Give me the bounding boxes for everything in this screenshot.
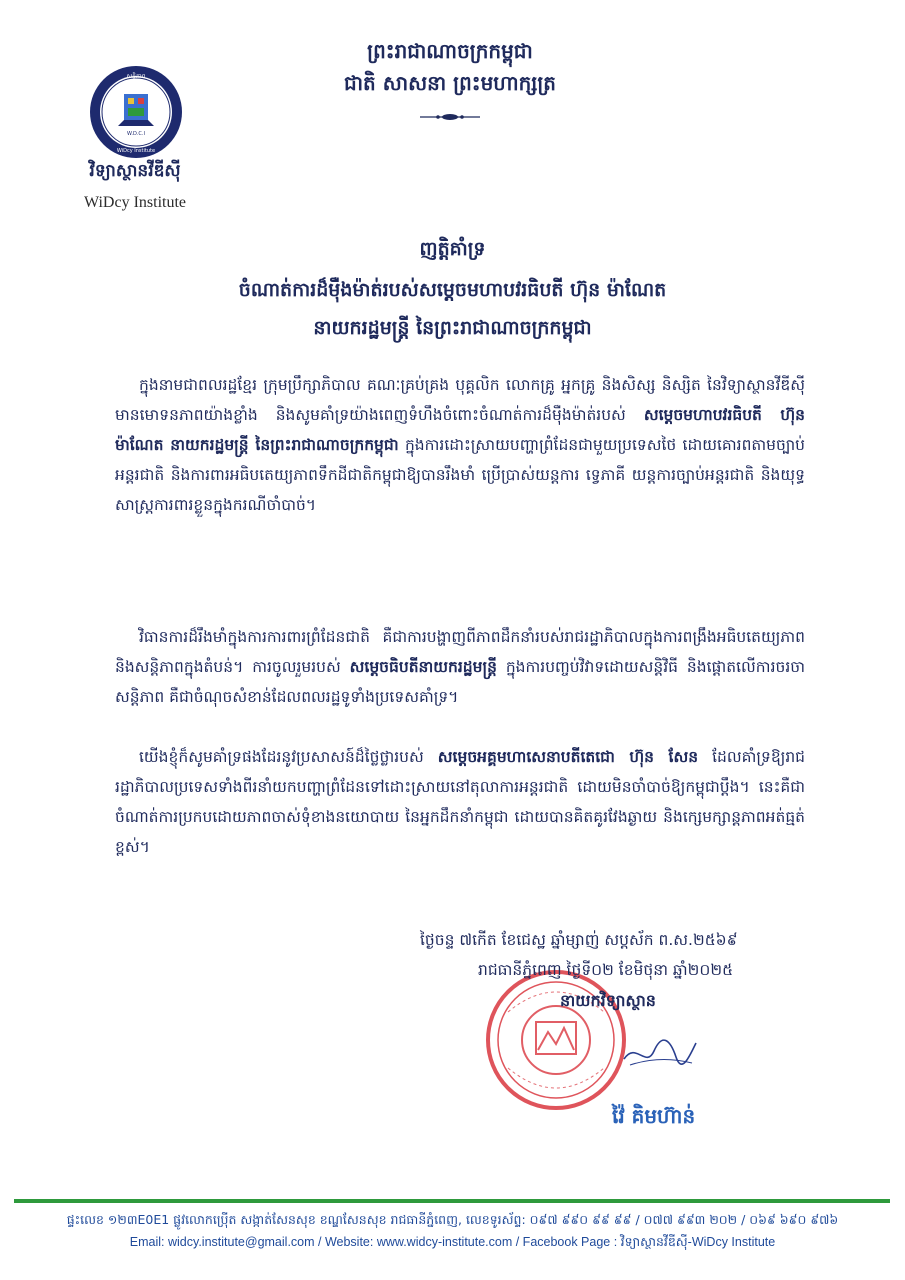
paragraph-1-bold: សម្តេចមហាបវរធិបតី ហ៊ុន ម៉ាណែត នាយករដ្ឋមន្ត្រី នៃព្រះរាជាណាចក្រកម្ពុជា: [115, 406, 805, 454]
date-solar: រាជធានីភ្នំពេញ ថ្ងៃទី០២ ខែមិថុនា ឆ្នាំ២០២៥: [478, 961, 734, 979]
institute-name-en: WiDcy Institute: [84, 194, 186, 211]
footer-contact: Email: widcy.institute@gmail.com / Website: www.widcy-institute.com / Facebook Page : វិទ្យាស្ថានវីឌីស៊ី-WiDcy Institute: [129, 1235, 776, 1249]
signer-title: នាយកវិទ្យាស្ថាន: [560, 991, 656, 1010]
logo-text-top: សន្តិភាព: [126, 73, 146, 80]
document-title-line3: នាយករដ្ឋមន្ត្រី នៃព្រះរាជាណាចក្រកម្ពុជា: [313, 317, 592, 339]
paragraph-3-bold: សម្តេចអគ្គមហាសេនាបតីតេជោ ហ៊ុន សែន: [437, 748, 699, 766]
institute-name-km: វិទ្យាស្ថានវីឌីស៊ី: [89, 161, 181, 181]
footer-rule: [14, 1199, 890, 1203]
ornament-divider-icon: [420, 112, 480, 122]
logo-abbrev: W.D.C.I: [127, 131, 145, 137]
paragraph-1: [115, 370, 805, 520]
date-lunar: ថ្ងៃចន្ទ ៧កើត ខែជេស្ឋ ឆ្នាំម្សាញ់ សប្តស័ក ព.ស.២៥៦៩: [420, 931, 738, 949]
kingdom-motto: ជាតិ សាសនា ព្រះមហាក្សត្រ: [344, 71, 556, 95]
paragraph-2-text-c: ក្នុងការបញ្ចប់វិវាទដោយសន្តិវិធី និងផ្តោតលើការចរចាសន្តិភាព គឺជាចំណុចសំខាន់ដែលពលរដ្ឋទូទាំងប្រទេសគាំទ្រ។: [115, 658, 805, 706]
paragraph-3-text-a: យើងខ្ញុំក៏សូមគាំទ្រផងដែរនូវប្រសាសន៍ដ៏ថ្លៃថ្លារបស់: [139, 748, 438, 766]
signer-name: វ៉ៃ គិមហ៊ាន់: [612, 1104, 696, 1128]
kingdom-title: ព្រះរាជាណាចក្រកម្ពុជា: [367, 39, 533, 63]
paragraph-1-text-c: ក្នុងការដោះស្រាយបញ្ហាព្រំដែនជាមួយប្រទេសថៃ ដោយគោរពតាមច្បាប់អន្តរជាតិ និងការពារអធិបតេយ្យភាពទឹកដីជាតិកម្ពុជាឱ្យបានរឹងមាំ ប្រើប្រាស់យន្តការ ទ្វេភាគី យន្តការច្បាប់អន្តរជាតិ និងយុទ្ធសាស្ត្រការពារខ្លួនក្នុងករណីចាំបាច់។: [115, 436, 805, 514]
paragraph-1-text-a: ក្នុងនាមជាពលរដ្ឋខ្មែរ ក្រុមប្រឹក្សាភិបាល គណៈគ្រប់គ្រង បុគ្គលិក លោកគ្រូ អ្នកគ្រូ និងសិស្ស និស្សិត នៃវិទ្យាស្ថានវីឌីស៊ី មានមោទនភាពយ៉ាងខ្លាំង និងសូមគាំទ្រយ៉ាងពេញទំហឹងចំពោះចំណាត់ការដ៏ម៉ឺងម៉ាត់របស់: [115, 376, 805, 424]
paragraph-2: [115, 622, 805, 712]
paragraph-3: [115, 742, 805, 862]
institute-logo: [88, 64, 184, 160]
document-type-heading: ញត្តិគាំទ្រ: [419, 238, 486, 260]
footer-address: ផ្ទះលេខ ១២៣E0E1 ផ្លូវលោកប៉្រើត សង្កាត់សែនសុខ ខណ្ឌសែនសុខ រាជធានីភ្នំពេញ, លេខទូរស័ព្ទ: ០៩៧ ៩៩០ ៩៩ ៩៩ / ០៧៧ ៩៩៣ ២០២ / ០៦៩ ៦៩០ ៩៧៦: [66, 1212, 839, 1227]
paragraph-3-text-c: ដែលគាំទ្រឱ្យរាជរដ្ឋាភិបាលប្រទេសទាំងពីរនាំយកបញ្ហាព្រំដែនទៅដោះស្រាយនៅតុលាការអន្តរជាតិ ដោយមិនចាំបាច់ឱ្យកម្ពុជាប្តឹង។ នេះគឺជាចំណាត់ការប្រកបដោយភាពចាស់ទុំខាងនយោបាយ នៃអ្នកដឹកនាំកម្ពុជា ដោយបានគិតគូរវែងឆ្ងាយ និងក្សេមក្សាន្តភាពអត់ធ្មត់ខ្ពស់។: [115, 748, 806, 856]
logo-text-bottom: WiDcy Institute: [116, 148, 156, 154]
paragraph-2-bold: សម្តេចធិបតីនាយករដ្ឋមន្ត្រី: [349, 658, 497, 676]
signature-icon: [620, 1025, 700, 1075]
paragraph-2-text-a: វិធានការដ៏រឹងមាំក្នុងការការពារព្រំដែនជាតិ គឺជាការបង្ហាញពីភាពដឹកនាំរបស់រាជរដ្ឋាភិបាលក្នុងការពង្រឹងអធិបតេយ្យភាព និងសន្តិភាពក្នុងតំបន់។ ការចូលរួមរបស់: [115, 628, 805, 676]
document-title-line2: ចំណាត់ការដ៏ម៉ឺងម៉ាត់របស់សម្តេចមហាបវរធិបតី ហ៊ុន ម៉ាណែត: [238, 279, 667, 301]
